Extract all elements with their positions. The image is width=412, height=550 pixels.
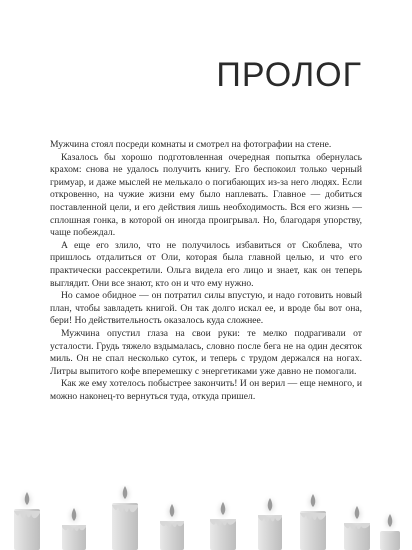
paragraph: Мужчина стоял посреди комнаты и смотрел на фотографии на стене. [50, 139, 332, 150]
chapter-body [50, 139, 362, 403]
candle-icon [14, 488, 40, 550]
paragraph: А еще его злило, что не получилось избавиться от Скоблева, что пришлось отдалиться от Оли, которая была главной целью, и что его практически рассекретили. Ольга видела его лицо и знает, как он теперь выглядит. Они все знают, кто он и что ему нужно. [50, 239, 362, 289]
candle-icon [160, 500, 184, 550]
candle-icon [112, 485, 138, 550]
candle-icon [258, 494, 282, 550]
paragraph: Мужчина опустил глаза на свои руки: те мелко подрагивали от усталости. Грудь тяжело вздымалась, словно после бега не на один десяток миль. Он не спал несколько суток, и теперь с трудом держался на ногах. Литры выпитого кофе вперемешку с энергетиками уже давно не помогали. [50, 327, 362, 377]
chapter-title: ПРОЛОГ [216, 56, 362, 94]
paragraph: Но самое обидное — он потратил силы впустую, и надо готовить новый план, чтобы завладеть книгой. Он так долго искал ее, и вроде бы вот она, бери! Но действительность оказалось куда сложнее. [50, 290, 362, 327]
candle-icon [210, 498, 236, 550]
paragraph: Как же ему хотелось побыстрее закончить! И он верил — еще немного, и можно наконец-то вернуться туда, откуда пришел. [50, 378, 362, 402]
candle-icon [300, 490, 326, 550]
paragraph: Казалось бы хорошо подготовленная очередная попытка обернулась крахом: снова не удалось получить книгу. Его беспокоил только черный гримуар, и даже мыслей не мелькало о погибающих из-за него людях. Если откровенно, на чужие жизни ему было наплевать. Главное — добиться поставленной цели, и его действия лишь необходимость. Вся его жизнь — сплошная гонка, в которой он иногда проигрывал. Но, благодаря упорству, чаще побеждал. [50, 151, 362, 239]
candle-icon [62, 504, 86, 550]
candle-icon [344, 502, 370, 550]
candles-illustration [0, 485, 412, 550]
candle-icon [380, 510, 400, 550]
